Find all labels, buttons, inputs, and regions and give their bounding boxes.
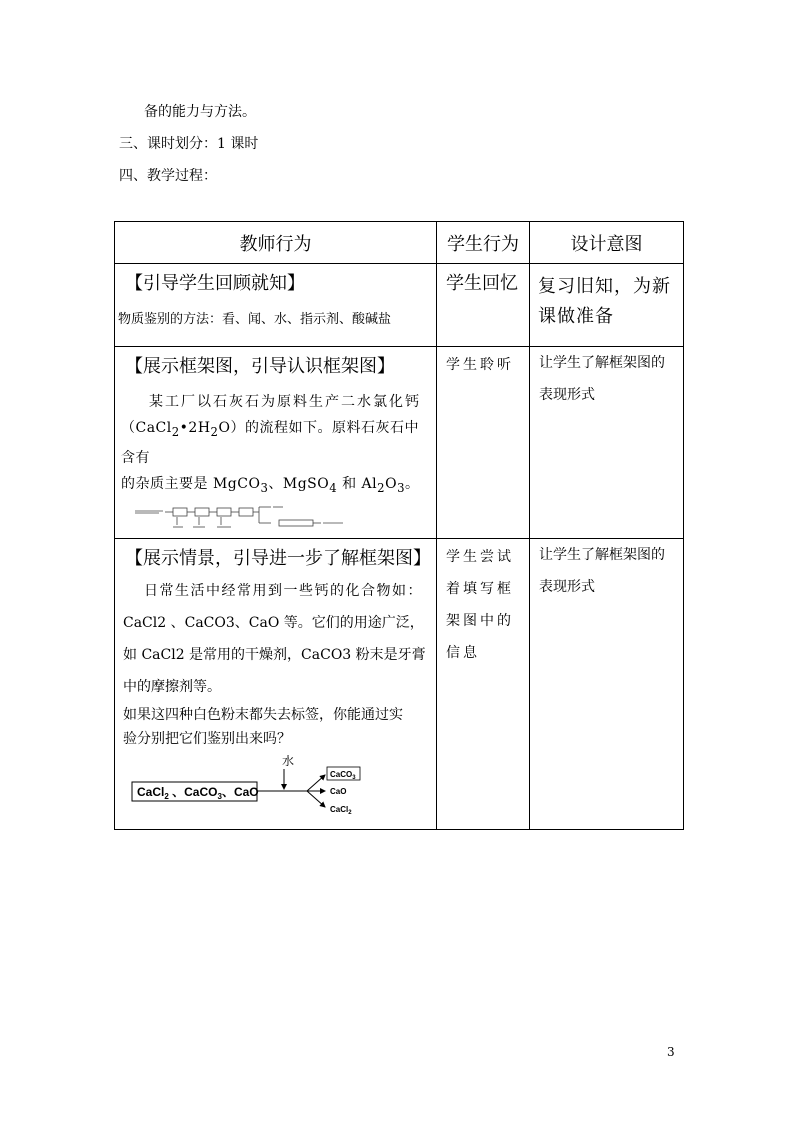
heading-show-flowchart: 【展示框架图，引导认识框架图】 — [125, 356, 395, 377]
intent-scenario-text: 让学生了解框架图的表现形式 — [539, 547, 665, 595]
output-cao: CaO — [330, 787, 347, 796]
process-flowchart-thumbnail — [133, 505, 363, 533]
intent-cell-flowchart — [530, 347, 684, 539]
intro-line-1: 备的能力与方法。 — [144, 104, 256, 120]
identification-diagram — [129, 755, 369, 819]
student-attempt-text: 学生尝试着填写框架图中的信息 — [446, 549, 514, 661]
student-recall-text: 学生回忆 — [446, 273, 518, 294]
heading-show-scenario: 【展示情景，引导进一步了解框架图】 — [125, 548, 431, 569]
teaching-process-table — [114, 221, 684, 830]
intent-cell-scenario — [530, 539, 684, 830]
problem-line-1: 某工厂以石灰石为原料生产二水氯化钙 — [149, 394, 421, 410]
scenario-line-6: 验分别把它们鉴别出来吗？ — [123, 731, 291, 747]
problem-line-2: $(CaCl_2•2H_2O)$的流程如下。原料石灰石中含有 — [121, 420, 419, 466]
section-teaching-process: 四、教学过程： — [119, 168, 217, 184]
intent-cell-review — [530, 264, 684, 347]
identification-methods-text: 物质鉴别的方法：看、闻、水、指示剂、酸碱盐 — [118, 312, 392, 327]
student-cell-attempt — [437, 539, 530, 830]
scenario-line-2: CaCl2 、CaCO3、CaO 等。它们的用途广泛， — [123, 615, 424, 631]
student-cell-recall — [437, 264, 530, 347]
teacher-cell-review — [115, 264, 437, 347]
scenario-line-4: 中的摩擦剂等。 — [123, 679, 221, 695]
table-row — [115, 539, 684, 830]
problem-line-3: 的杂质主要是 MgCO$_3$、MgSO$_4$ 和 $Al_2O_3$。 — [121, 475, 420, 495]
teacher-cell-scenario — [115, 539, 437, 830]
scenario-line-5: 如果这四种白色粉末都失去标签，你能通过实 — [123, 707, 403, 723]
student-cell-listen — [437, 347, 530, 539]
header-design-intent: 设计意图 — [530, 222, 684, 264]
table-row — [115, 347, 684, 539]
page-number: 3 — [667, 1045, 675, 1059]
header-student-behavior: 学生行为 — [437, 222, 530, 264]
section-class-hours: 三、课时划分：1 课时 — [119, 136, 259, 152]
header-teacher-behavior: 教师行为 — [115, 222, 437, 264]
student-listen-text: 学生聆听 — [446, 357, 514, 373]
scenario-text — [115, 571, 436, 751]
output-caco3: CaCO$_3$ — [330, 770, 356, 781]
teacher-cell-flowchart — [115, 347, 437, 539]
water-label: 水 — [282, 755, 295, 768]
flowchart-problem-text — [115, 389, 436, 501]
scenario-line-3: 如 CaCl2 是常用的干燥剂，CaCO3 粉末是牙膏 — [123, 647, 426, 663]
table-row — [115, 264, 684, 347]
mixture-label: CaCl$_2$ 、CaCO$_3$、CaO — [137, 785, 259, 801]
intent-review-text: 复习旧知，为新课做准备 — [538, 276, 671, 327]
output-cacl2: CaCl$_2$ — [330, 805, 352, 816]
heading-review-old-knowledge: 【引导学生回顾就知】 — [125, 273, 305, 294]
intent-flowchart-text: 让学生了解框架图的表现形式 — [539, 355, 665, 403]
table-header-row — [115, 222, 684, 264]
scenario-line-1: 日常生活中经常用到一些钙的化合物如： — [144, 583, 423, 599]
